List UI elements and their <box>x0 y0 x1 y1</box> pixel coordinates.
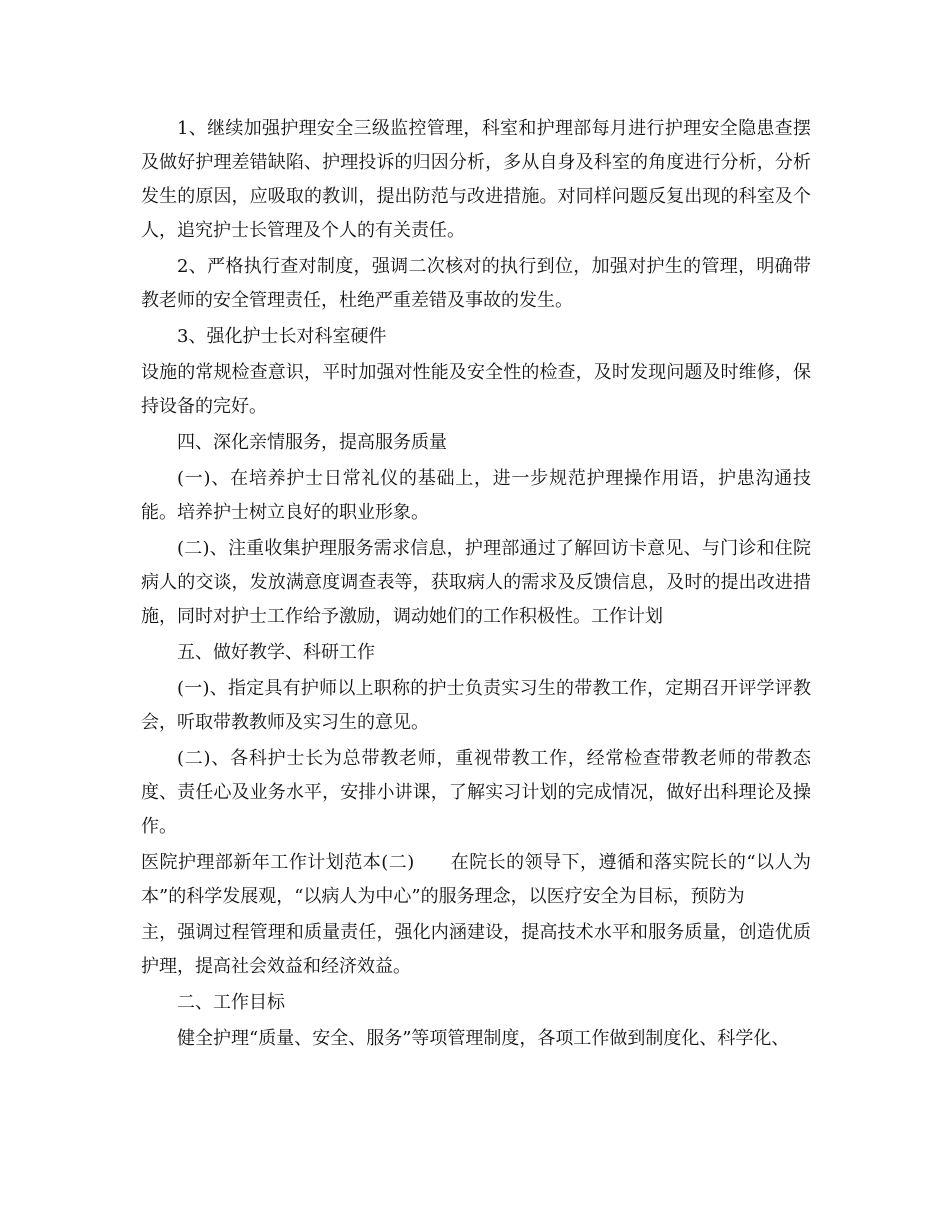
section-title: 医院护理部新年工作计划范本(二) <box>141 852 415 873</box>
paragraph-7: (一)、指定具有护师以上职称的护士负责实习生的带教工作，定期召开评学评教会，听取带教教师及实习生的意见。 <box>141 678 811 733</box>
paragraph-1: 1、继续加强护理安全三级监控管理，科室和护理部每月进行护理安全隐患查摆及做好护理差错缺陷、护理投诉的归因分析，多从自身及科室的角度进行分析，分析发生的原因，应吸取的教训，提出防范与改进措施。对同样问题反复出现的科室及个人，追究护士长管理及个人的有关责任。 <box>141 118 811 241</box>
heading-section-4: 四、深化亲情服务，提高服务质量 <box>177 432 447 453</box>
heading-work-goal: 二、工作目标 <box>177 992 285 1013</box>
paragraph-3: 3、强化护士长对科室硬件 <box>177 326 387 347</box>
paragraph-8: (二)、各科护士长为总带教老师，重视带教工作，经常检查带教老师的带教态度、责任心及业务水平，安排小讲课，了解实习计划的完成情况，做好出科理论及操作。 <box>141 748 811 837</box>
section-lead-1: 在院长的领导下，遵循和落实院长的“以人为本”的科学发展观，“以病人为中心”的服务理念，以医疗安全为目标，预防为 <box>141 852 812 907</box>
paragraph-2: 2、严格执行查对制度，强调二次核对的执行到位，加强对护生的管理，明确带教老师的安全管理责任，杜绝严重差错及事故的发生。 <box>141 256 811 311</box>
section-intro <box>141 846 811 914</box>
section-lead-continuation: 主，强调过程管理和质量责任，强化内涵建设，提高技术水平和服务质量，创造优质护理，提高社会效益和经济效益。 <box>141 922 811 977</box>
document-body <box>141 112 811 1058</box>
heading-section-5: 五、做好教学、科研工作 <box>177 642 375 663</box>
paragraph-6: (二)、注重收集护理服务需求信息，护理部通过了解回访卡意见、与门诊和住院病人的交谈，发放满意度调查表等，获取病人的需求及反馈信息，及时的提出改进措施，同时对护士工作给予激励，调动她们的工作积极性。工作计划 <box>141 538 811 627</box>
last-paragraph: 健全护理“质量、安全、服务”等项管理制度，各项工作做到制度化、科学化、 <box>177 1028 790 1049</box>
paragraph-4: 设施的常规检查意识，平时加强对性能及安全性的检查，及时发现问题及时维修，保持设备的完好。 <box>141 362 811 417</box>
paragraph-5: (一)、在培养护士日常礼仪的基础上，进一步规范护理操作用语，护患沟通技能。培养护士树立良好的职业形象。 <box>141 468 811 523</box>
